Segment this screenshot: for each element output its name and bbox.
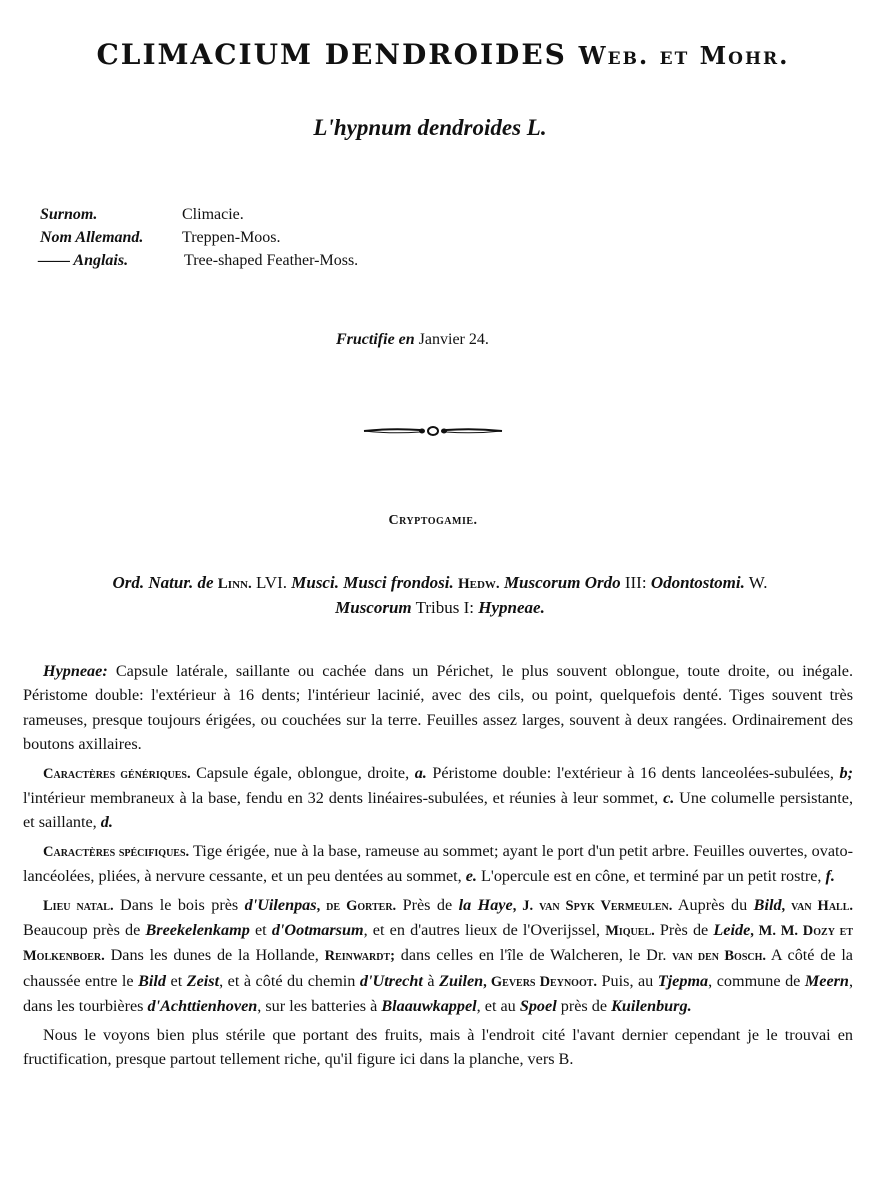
common-name-label: Surnom. bbox=[40, 206, 98, 223]
classification bbox=[20, 571, 860, 620]
classification-text: Tribus I: bbox=[415, 598, 475, 617]
classification-author: Linn. bbox=[217, 576, 252, 592]
common-name-value: Treppen-Moos. bbox=[182, 229, 281, 246]
paragraph-specific-characters: Caractères spécifiques. Tige érigée, nue à la base, rameuse au sommet; ayant le port d'un petit arbre. Feuilles ouvertes, ovato-lancéolées, pliées, à nervure cessante, et un peu dentées au sommet, e. L'opercule est en cône, et terminé par un petit rostre, f. bbox=[23, 841, 854, 886]
title-authors: Web. et Mohr. bbox=[578, 41, 790, 70]
classification-text: Hypneae. bbox=[478, 598, 545, 617]
fructification-label: Fructifie en bbox=[336, 331, 415, 348]
ornament-divider-icon bbox=[362, 424, 504, 438]
fructification-value: Janvier 24. bbox=[418, 331, 489, 348]
classification-text: Musci. Musci frondosi. bbox=[291, 573, 454, 592]
paragraph-closing: Nous le voyons bien plus stérile que portant des fruits, mais à l'endroit cité l'avant dernier cependant je le trouvai en fructification, presque partout tellement riche, qu'il figure ici dans la planche, vers B. bbox=[23, 1025, 853, 1069]
common-name-label: —— Anglais. bbox=[38, 252, 129, 269]
classification-text: Odontostomi. bbox=[650, 573, 745, 592]
classification-text: Muscorum Ordo bbox=[503, 573, 621, 592]
common-name-value: Tree-shaped Feather-Moss. bbox=[184, 252, 359, 269]
classification-line bbox=[20, 571, 860, 596]
page-title bbox=[0, 38, 886, 71]
classification-text: LVI. bbox=[255, 573, 287, 592]
classification-text: III: bbox=[624, 573, 647, 592]
classification-text: Ord. Natur. de bbox=[112, 573, 214, 592]
description-body bbox=[23, 659, 853, 1076]
paragraph-native-locality: Lieu natal. Dans le bois près d'Uilenpas, de Gorter. Près de la Haye, J. van Spyk Vermeulen. Auprès du Bild, van Hall. Beaucoup près de Breekelenkamp et d'Ootmarsum, et en d'autres lieux de l'Overijssel, Miquel. Près de Leide, M. M. Dozy et Molkenboer. Dans les dunes de la Hollande, Reinwardt; dans celles en l'île de Walcheren, le Dr. van den Bosch. A côté de la chaussée entre le Bild et Zeist, et à côté du chemin d'Utrecht à Zuilen, Gevers Deynoot. Puis, au Tjepma, commune de Meern, dans les tourbières d'Achttienhoven, sur les batteries à Blaauwkappel, et au Spoel près de Kuilenburg. bbox=[23, 895, 854, 1016]
classification-text: Muscorum bbox=[335, 598, 412, 617]
classification-text: W. bbox=[748, 573, 768, 592]
section-heading: Cryptogamie. bbox=[388, 513, 478, 528]
paragraph-hypneae: Hypneae: Capsule latérale, saillante ou cachée dans un Périchet, le plus souvent oblongue, toute droite, ou inégale. Péristome double: l'extérieur à 16 dents; l'intérieur lacinié, avec des cils, ou point, quelquefois denté. Tiges souvent très rameuses, presque toujours érigées, ou couchées sur la terre. Feuilles assez larges, souvent à deux rangées. Ordinairement des boutons axillaires. bbox=[23, 662, 853, 754]
classification-line bbox=[20, 596, 860, 620]
classification-author: Hedw. bbox=[457, 576, 500, 592]
synonym-heading: L'hypnum dendroides L. bbox=[313, 115, 547, 140]
paragraph-generic-characters: Caractères génériques. Capsule égale, oblongue, droite, a. Péristome double: l'extérieur à 16 dents lanceolées-subulées, b; l'intérieur membraneux à la base, fendu en 32 dents linéaires-subulées, et réunies à leur sommet, c. Une columelle persistante, et saillante, d. bbox=[23, 763, 853, 832]
fructification-line bbox=[336, 331, 489, 349]
common-name-value: Climacie. bbox=[182, 206, 244, 223]
title-genus-species: CLIMACIUM DENDROIDES bbox=[96, 38, 567, 71]
common-name-label: Nom Allemand. bbox=[40, 229, 144, 246]
